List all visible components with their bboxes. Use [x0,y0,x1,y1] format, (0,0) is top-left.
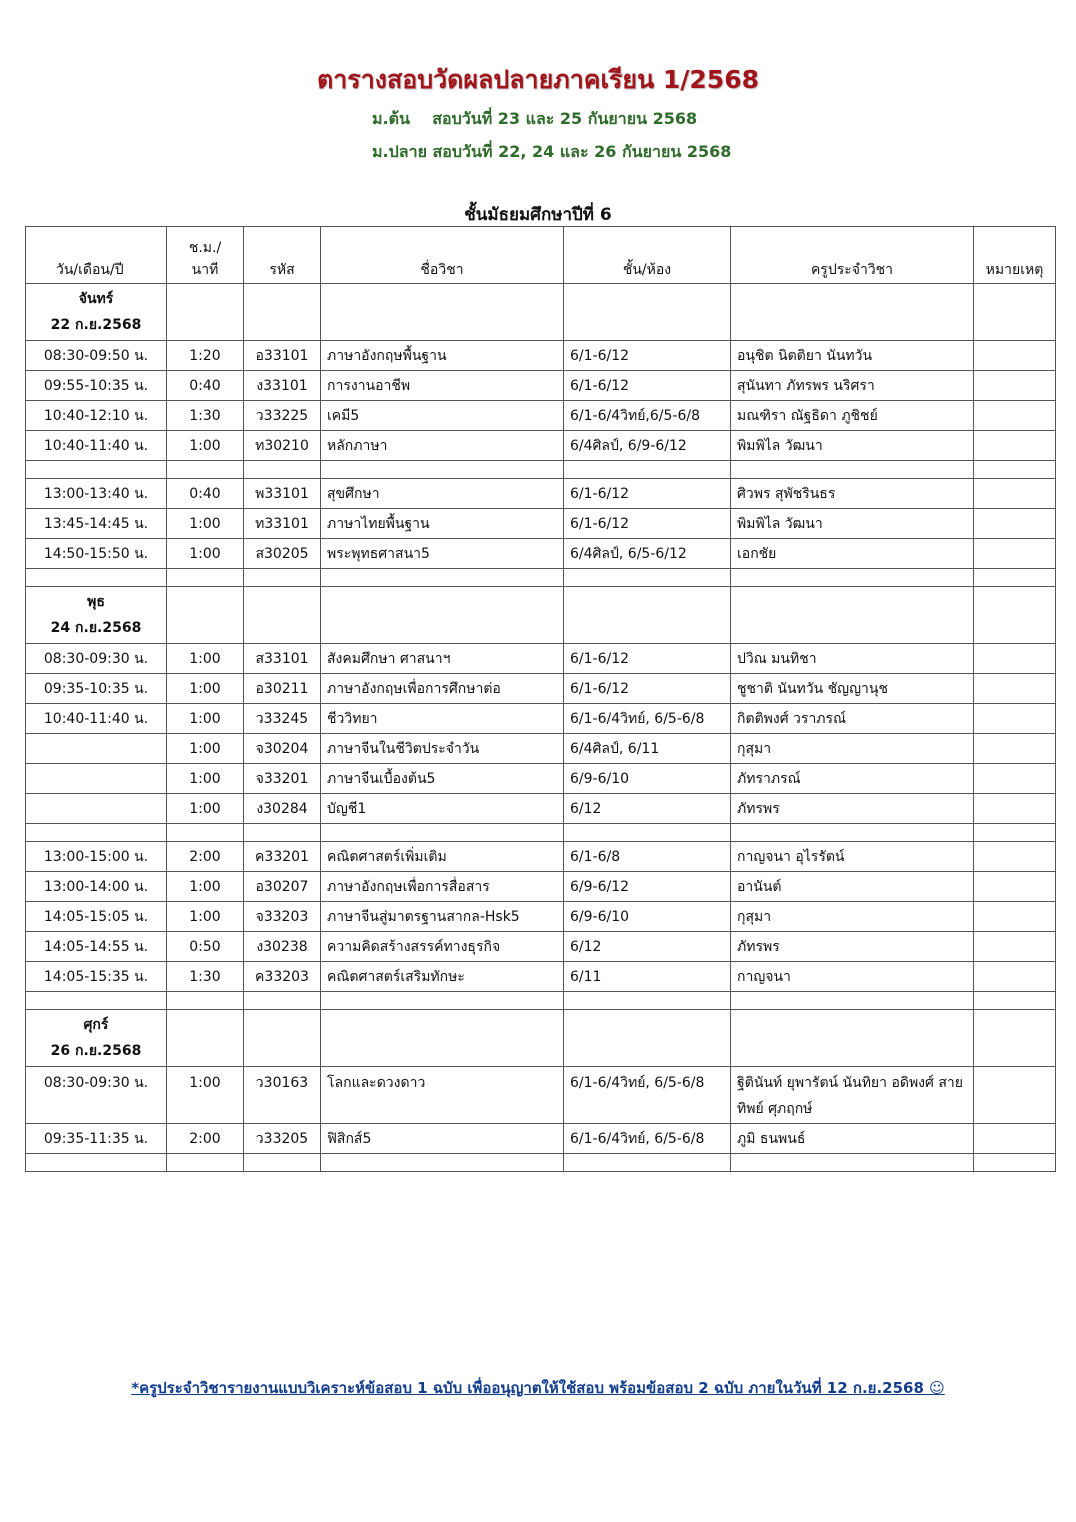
note-cell [974,509,1056,539]
empty-cell [321,587,564,644]
exam-time: 09:35-11:35 น. [26,1124,167,1154]
class-room: 6/1-6/4วิทย์, 6/5-6/8 [564,1067,731,1124]
empty-cell [244,1154,321,1172]
class-room: 6/1-6/4วิทย์, 6/5-6/8 [564,1124,731,1154]
col-header-teacher: ครูประจำวิชา [731,227,974,284]
exam-duration: 1:00 [167,1067,244,1124]
empty-cell [26,824,167,842]
empty-cell [167,1154,244,1172]
teacher-names: เอกชัย [731,539,974,569]
exam-duration: 1:30 [167,401,244,431]
subject-name: ชีววิทยา [321,704,564,734]
subject-code: พ33101 [244,479,321,509]
exam-time: 13:00-14:00 น. [26,872,167,902]
empty-cell [564,461,731,479]
note-cell [974,962,1056,992]
exam-duration: 1:00 [167,509,244,539]
table-row [26,674,1056,704]
teacher-names: อานันต์ [731,872,974,902]
subject-code: ท30210 [244,431,321,461]
empty-cell [731,587,974,644]
day-header-row [26,1010,1056,1067]
teacher-names: พิมพิไล วัฒนา [731,509,974,539]
subject-name: เคมี5 [321,401,564,431]
note-cell [974,644,1056,674]
class-room: 6/1-6/12 [564,341,731,371]
teacher-names: มณฑิรา ณัฐธิดา ภูชิชย์ [731,401,974,431]
subject-code: ว33205 [244,1124,321,1154]
table-row [26,764,1056,794]
senior-exam-dates: ม.ปลาย สอบวันที่ 22, 24 และ 26 กันยายน 2568 [372,142,732,161]
exam-duration: 1:00 [167,902,244,932]
exam-schedule-table [25,226,1056,1172]
class-room: 6/9-6/10 [564,764,731,794]
teacher-names: ปวิณ มนทิชา [731,644,974,674]
table-row [26,734,1056,764]
empty-cell [564,1010,731,1067]
exam-time: 08:30-09:30 น. [26,644,167,674]
table-row [26,479,1056,509]
col-header-hours [167,227,244,284]
note-cell [974,872,1056,902]
day-label-cell [26,284,167,341]
empty-cell [974,587,1056,644]
teacher-names: ศิวพร สุพัชรินธร [731,479,974,509]
empty-cell [321,569,564,587]
subject-code: ง33101 [244,371,321,401]
empty-cell [26,461,167,479]
subject-code: ค33203 [244,962,321,992]
empty-cell [167,569,244,587]
note-cell [974,1124,1056,1154]
table-row [26,1124,1056,1154]
class-room: 6/1-6/12 [564,371,731,401]
class-room: 6/1-6/4วิทย์,6/5-6/8 [564,401,731,431]
day-date: 24 ก.ย.2568 [50,620,142,636]
subject-code: ว33225 [244,401,321,431]
exam-duration: 1:00 [167,539,244,569]
empty-cell [974,1010,1056,1067]
note-cell [974,764,1056,794]
empty-cell [167,461,244,479]
subject-name: ภาษาจีนในชีวิตประจำวัน [321,734,564,764]
note-cell [974,734,1056,764]
empty-cell [564,824,731,842]
empty-cell [564,587,731,644]
table-row [26,431,1056,461]
note-cell [974,401,1056,431]
empty-cell [167,284,244,341]
teacher-names: สุนันทา ภัทรพร นริศรา [731,371,974,401]
subject-name: การงานอาชีพ [321,371,564,401]
note-cell [974,932,1056,962]
teacher-names: กาญจนา [731,962,974,992]
exam-time: 14:05-14:55 น. [26,932,167,962]
empty-cell [974,569,1056,587]
empty-cell [26,992,167,1010]
class-room: 6/12 [564,932,731,962]
subject-code: อ30211 [244,674,321,704]
exam-duration: 2:00 [167,842,244,872]
subject-name: ภาษาอังกฤษเพื่อการศึกษาต่อ [321,674,564,704]
table-row [26,872,1056,902]
exam-time: 13:00-15:00 น. [26,842,167,872]
teacher-names: กุสุมา [731,734,974,764]
class-room: 6/4ศิลป์, 6/5-6/12 [564,539,731,569]
exam-time: 10:40-11:40 น. [26,704,167,734]
note-cell [974,341,1056,371]
subject-name: ภาษาจีนเบื้องต้น5 [321,764,564,794]
page-title: ตารางสอบวัดผลปลายภาคเรียน 1/2568 [317,65,759,94]
day-name: จันทร์ [78,291,114,307]
subject-name: โลกและดวงดาว [321,1067,564,1124]
class-room: 6/1-6/8 [564,842,731,872]
table-row [26,341,1056,371]
teacher-names: ภูมิ ธนพนธ์ [731,1124,974,1154]
class-room: 6/1-6/12 [564,674,731,704]
teacher-names: ชูชาติ นันทวัน ชัญญานุช [731,674,974,704]
subject-name: สุขศึกษา [321,479,564,509]
col-header-room: ชั้น/ห้อง [564,227,731,284]
day-header-row [26,587,1056,644]
empty-cell [321,284,564,341]
teacher-names: กิตติพงศ์ วราภรณ์ [731,704,974,734]
class-room: 6/1-6/12 [564,509,731,539]
day-date: 22 ก.ย.2568 [50,317,142,333]
class-room: 6/4ศิลป์, 6/9-6/12 [564,431,731,461]
spacer-row [26,461,1056,479]
exam-time: 09:35-10:35 น. [26,674,167,704]
empty-cell [244,1010,321,1067]
table-header-row [26,227,1056,284]
subject-name: ภาษาอังกฤษพื้นฐาน [321,341,564,371]
exam-duration: 1:00 [167,734,244,764]
subject-name: หลักภาษา [321,431,564,461]
note-cell [974,704,1056,734]
exam-duration: 1:20 [167,341,244,371]
spacer-row [26,569,1056,587]
subject-code: จ33201 [244,764,321,794]
table-row [26,794,1056,824]
empty-cell [731,824,974,842]
exam-duration: 2:00 [167,1124,244,1154]
exam-duration: 1:00 [167,794,244,824]
exam-time: 10:40-11:40 น. [26,431,167,461]
empty-cell [974,824,1056,842]
exam-time: 08:30-09:50 น. [26,341,167,371]
subject-code: ว30163 [244,1067,321,1124]
table-row [26,962,1056,992]
table-row [26,371,1056,401]
teacher-report-note: *ครูประจำวิชารายงานแบบวิเคราะห์ข้อสอบ 1 ฉบับ เพื่ออนุญาตให้ใช้สอบ พร้อมข้อสอบ 2 ฉบับ ภายในวันที่ 12 ก.ย.2568 ☺ [131,1379,945,1397]
exam-duration: 0:40 [167,371,244,401]
note-cell [974,1067,1056,1124]
exam-time: 09:55-10:35 น. [26,371,167,401]
subject-name: ความคิดสร้างสรรค์ทางธุรกิจ [321,932,564,962]
table-row [26,932,1056,962]
empty-cell [26,569,167,587]
col-header-subject: ชื่อวิชา [321,227,564,284]
class-room: 6/11 [564,962,731,992]
empty-cell [731,284,974,341]
empty-cell [244,569,321,587]
col-header-note: หมายเหตุ [974,227,1056,284]
table-row [26,704,1056,734]
subject-name: บัญชี1 [321,794,564,824]
exam-duration: 1:00 [167,704,244,734]
subject-name: ภาษาอังกฤษเพื่อการสื่อสาร [321,872,564,902]
empty-cell [731,992,974,1010]
subject-code: จ30204 [244,734,321,764]
exam-duration: 1:00 [167,431,244,461]
empty-cell [167,824,244,842]
empty-cell [974,1154,1056,1172]
note-cell [974,794,1056,824]
note-cell [974,479,1056,509]
subject-code: ค33201 [244,842,321,872]
grade-heading: ชั้นมัธยมศึกษาปีที่ 6 [464,205,612,225]
teacher-names: ภัทรพร [731,794,974,824]
subject-code: ท33101 [244,509,321,539]
empty-cell [974,461,1056,479]
empty-cell [974,284,1056,341]
exam-duration: 1:00 [167,872,244,902]
table-row [26,509,1056,539]
col-header-date: วัน/เดือน/ปี [26,227,167,284]
empty-cell [321,824,564,842]
subject-code: ส33101 [244,644,321,674]
exam-duration: 1:00 [167,644,244,674]
empty-cell [564,284,731,341]
empty-cell [26,1154,167,1172]
subject-name: ฟิสิกส์5 [321,1124,564,1154]
day-header-row [26,284,1056,341]
empty-cell [244,992,321,1010]
class-room: 6/9-6/10 [564,902,731,932]
spacer-row [26,1154,1056,1172]
col-header-code: รหัส [244,227,321,284]
empty-cell [564,1154,731,1172]
note-cell [974,674,1056,704]
empty-cell [731,461,974,479]
note-cell [974,902,1056,932]
col-header-hours-bottom: นาที [191,262,219,278]
spacer-row [26,992,1056,1010]
empty-cell [731,1010,974,1067]
subject-code: อ30207 [244,872,321,902]
junior-exam-dates: ม.ต้น สอบวันที่ 23 และ 25 กันยายน 2568 [372,109,698,128]
exam-duration: 1:00 [167,764,244,794]
subject-name: คณิตศาสตร์เพิ่มเติม [321,842,564,872]
exam-time [26,794,167,824]
empty-cell [244,284,321,341]
empty-cell [321,1154,564,1172]
table-row [26,401,1056,431]
day-name: พุธ [87,594,105,610]
class-room: 6/4ศิลป์, 6/11 [564,734,731,764]
exam-duration: 0:50 [167,932,244,962]
subject-name: ภาษาไทยพื้นฐาน [321,509,564,539]
note-cell [974,842,1056,872]
empty-cell [974,992,1056,1010]
exam-duration: 0:40 [167,479,244,509]
exam-time: 08:30-09:30 น. [26,1067,167,1124]
note-cell [974,539,1056,569]
subject-name: สังคมศึกษา ศาสนาฯ [321,644,564,674]
subject-name: คณิตศาสตร์เสริมทักษะ [321,962,564,992]
teacher-names: ฐิตินันท์ ยุพารัตน์ นันทิยา อดิพงศ์ สายทิพย์ ศุภฤกษ์ [731,1067,974,1124]
teacher-names: ภัทราภรณ์ [731,764,974,794]
empty-cell [731,1154,974,1172]
exam-duration: 1:30 [167,962,244,992]
exam-time: 13:45-14:45 น. [26,509,167,539]
empty-cell [167,1010,244,1067]
subject-code: ง30284 [244,794,321,824]
class-room: 6/1-6/12 [564,644,731,674]
class-room: 6/12 [564,794,731,824]
subject-code: ง30238 [244,932,321,962]
table-row [26,1067,1056,1124]
class-room: 6/1-6/12 [564,479,731,509]
empty-cell [731,569,974,587]
exam-time: 10:40-12:10 น. [26,401,167,431]
subject-code: จ33203 [244,902,321,932]
exam-time: 14:05-15:05 น. [26,902,167,932]
empty-cell [244,824,321,842]
teacher-names: กุสุมา [731,902,974,932]
empty-cell [564,992,731,1010]
subject-code: ส30205 [244,539,321,569]
empty-cell [244,587,321,644]
exam-time: 13:00-13:40 น. [26,479,167,509]
teacher-names: ภัทรพร [731,932,974,962]
day-label-cell [26,1010,167,1067]
table-row [26,842,1056,872]
class-room: 6/9-6/12 [564,872,731,902]
table-row [26,644,1056,674]
exam-duration: 1:00 [167,674,244,704]
subject-name: ภาษาจีนสู่มาตรฐานสากล-Hsk5 [321,902,564,932]
day-date: 26 ก.ย.2568 [50,1043,142,1059]
teacher-names: กาญจนา อุไรรัตน์ [731,842,974,872]
day-name: ศุกร์ [83,1017,109,1033]
exam-time [26,734,167,764]
empty-cell [167,992,244,1010]
day-label-cell [26,587,167,644]
col-header-hours-top: ช.ม./ [188,240,222,256]
subject-code: อ33101 [244,341,321,371]
empty-cell [564,569,731,587]
subject-code: ว33245 [244,704,321,734]
empty-cell [244,461,321,479]
teacher-names: พิมพิไล วัฒนา [731,431,974,461]
exam-time: 14:50-15:50 น. [26,539,167,569]
exam-time: 14:05-15:35 น. [26,962,167,992]
spacer-row [26,824,1056,842]
empty-cell [321,461,564,479]
empty-cell [167,587,244,644]
note-cell [974,431,1056,461]
subject-name: พระพุทธศาสนา5 [321,539,564,569]
empty-cell [321,1010,564,1067]
note-cell [974,371,1056,401]
empty-cell [321,992,564,1010]
class-room: 6/1-6/4วิทย์, 6/5-6/8 [564,704,731,734]
teacher-names: อนุชิต นิตติยา นันทวัน [731,341,974,371]
table-row [26,902,1056,932]
exam-time [26,764,167,794]
table-row [26,539,1056,569]
